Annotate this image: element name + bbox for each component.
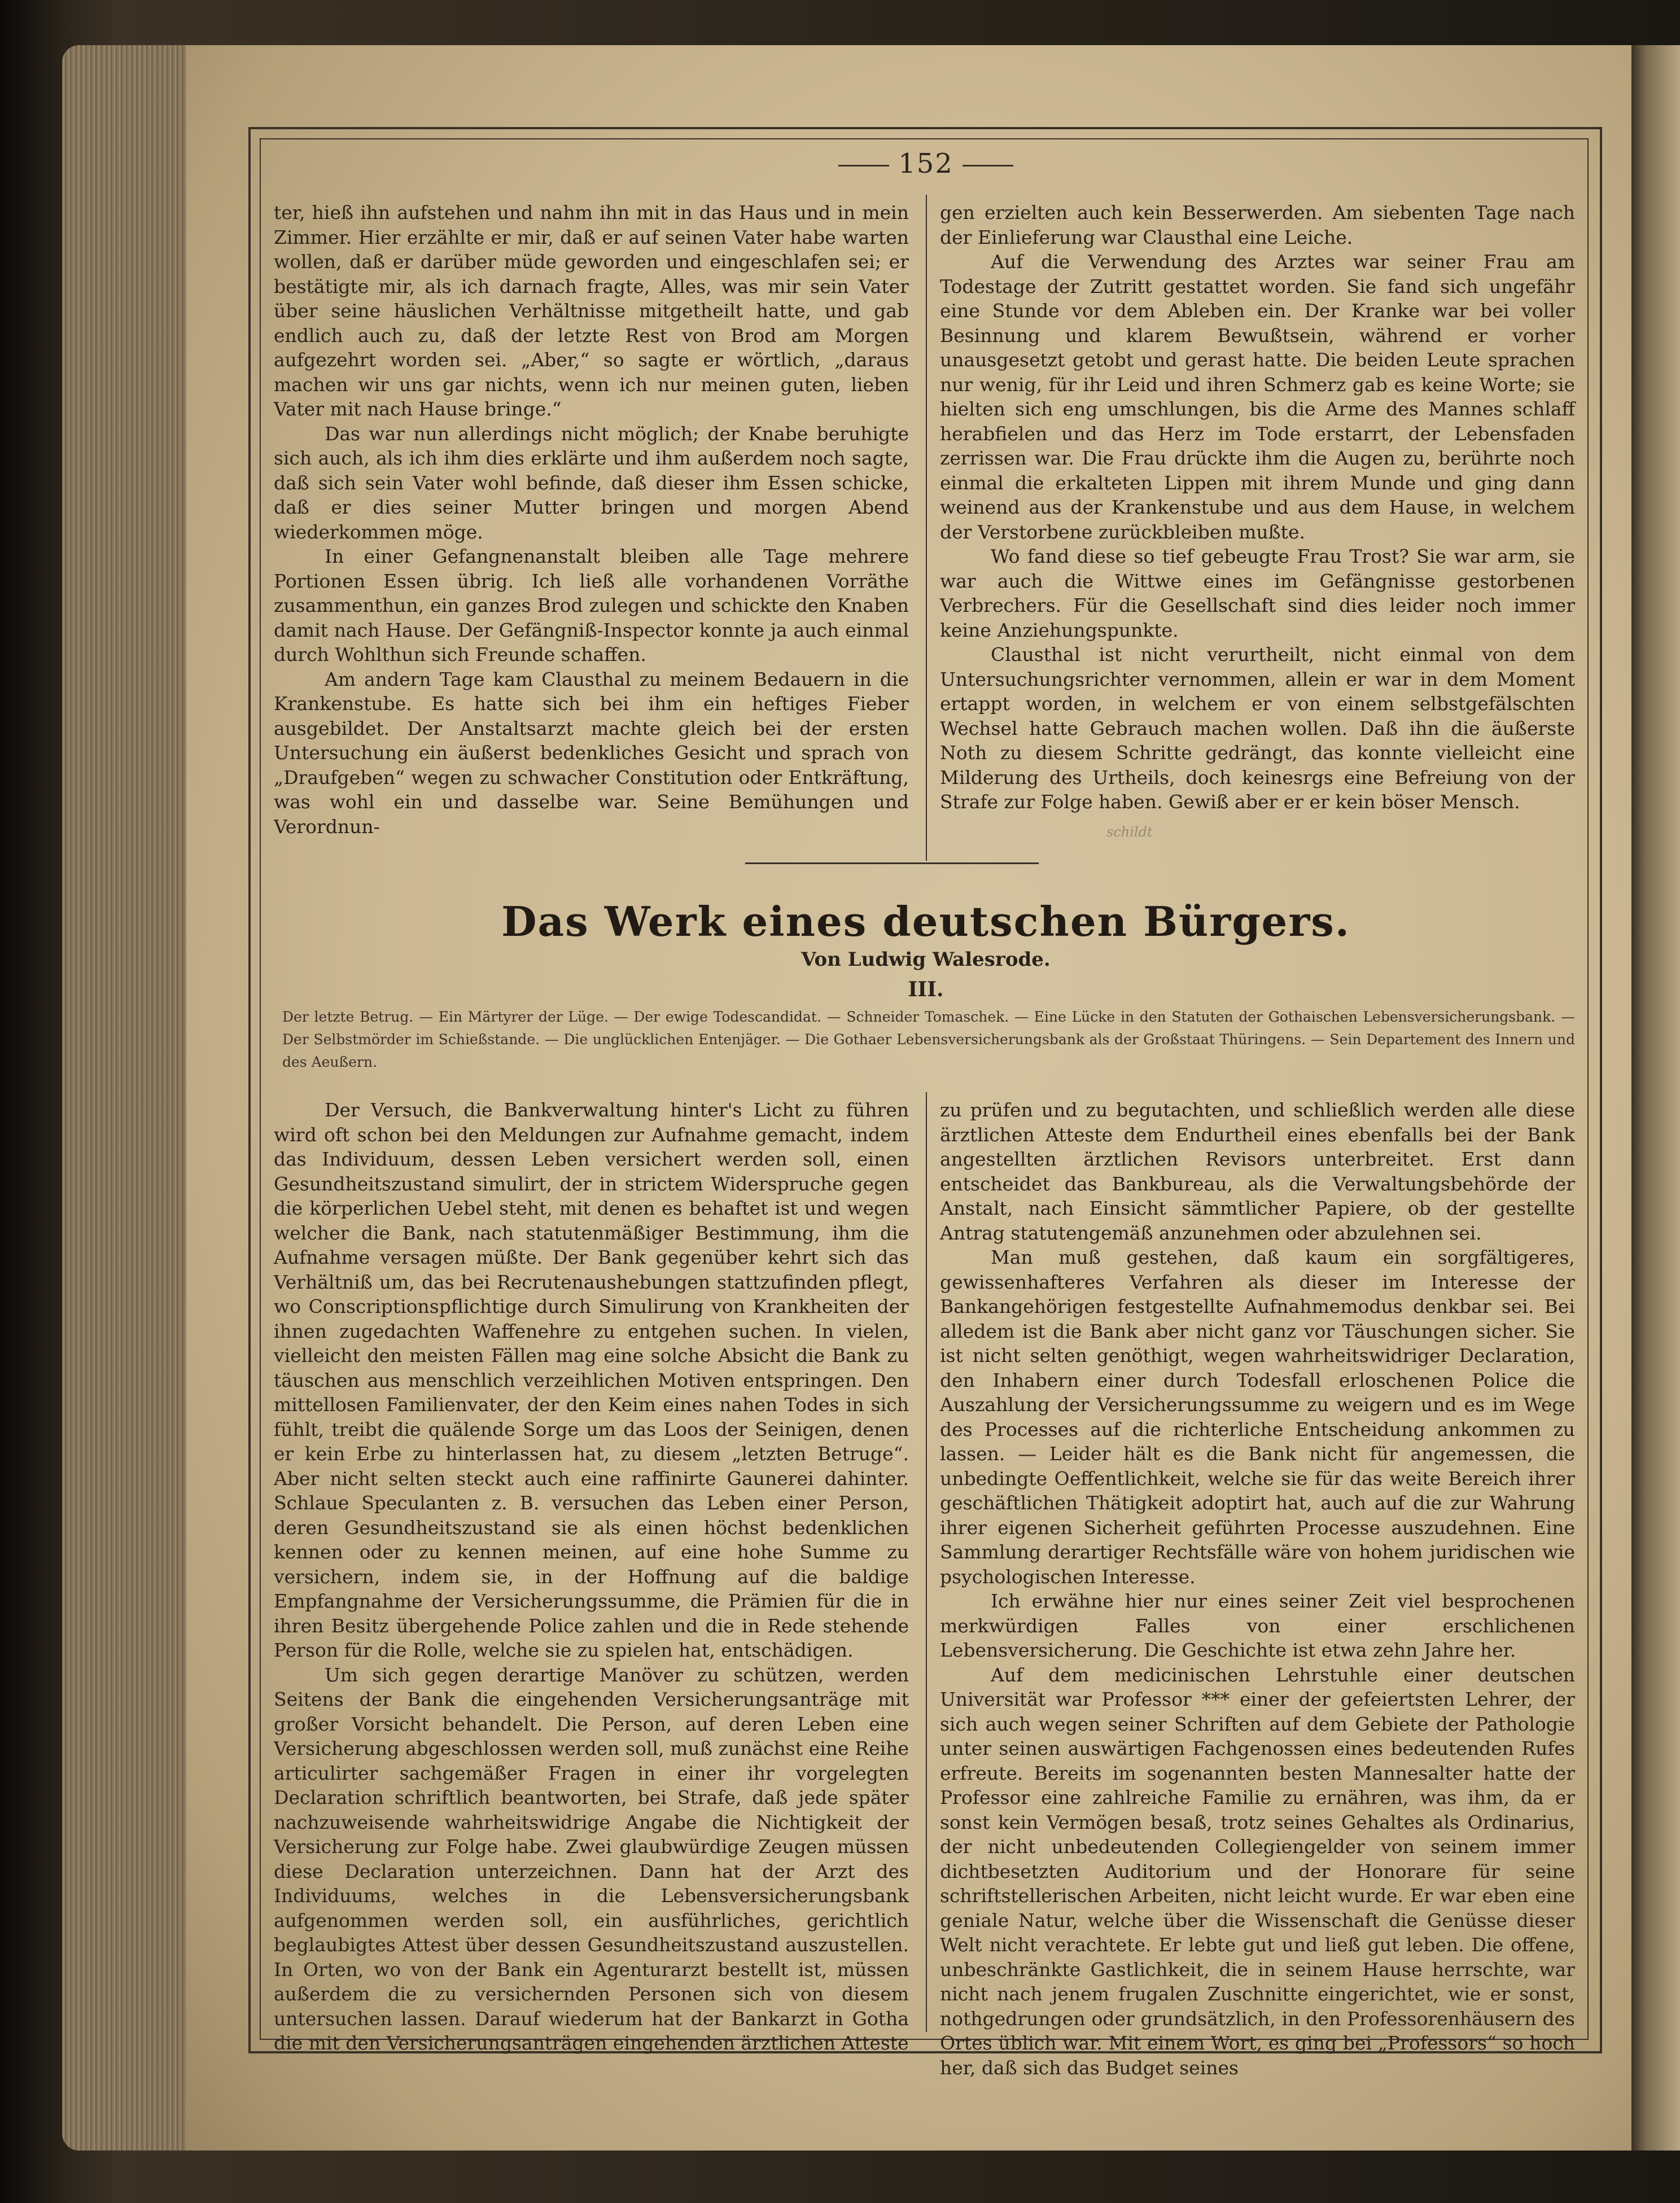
paragraph: Auf die Verwendung des Arztes war seiner Frau am Todestage der Zutritt gestattet worden. Sie fand sich ungefähr eine Stunde vor dem Ableben ein. Der Kranke war bei voller Besinnung und klarem Bewußtsein, während er vorher unausgesetzt getobt und gerast hatte. Die beiden Leute sprachen nur wenig, für ihr Leid und ihren Schmerz gab es keine Worte; sie hielten sich eng umschlungen, bis die Arme des Mannes schlaff herabfielen und das Herz im Tode erstarrt, der Lebensfaden zerrissen war. Die Frau drückte ihm die Augen zu, berührte noch einmal die erkalteten Lippen mit ihrem Munde und ging dann weinend aus der Krankenstube und aus dem Hause, in welchem der Verstorbene zurückbleiben mußte.: [940, 251, 1575, 543]
paragraph: Man muß gestehen, daß kaum ein sorgfältigeres, gewissenhafteres Verfahren als dieser im Interesse der Bankangehörigen festgestellte Aufnahmemodus denkbar sei. Bei alledem ist die Bank aber nicht ganz vor Täuschungen sicher. Sie ist nicht selten genöthigt, wegen wahrheitswidriger Declaration, den Inhabern einer durch Todesfall erloschenen Police die Auszahlung der Versicherungssumme zu weigern und es im Wege des Processes auf die richterliche Entscheidung ankommen zu lassen. — Leider hält es die Bank nicht für angemessen, die unbedingte Oeffentlichkeit, welche sie für das weite Bereich ihrer geschäftlichen Thätigkeit adoptirt hat, auch auf die zur Wahrung ihrer eigenen Sicherheit geführten Processe auszudehnen. Eine Sammlung derartiger Rechtsfälle wäre von hohem juridischen wie psychologischen Interesse.: [940, 1246, 1575, 1588]
page-edges: [62, 45, 198, 2151]
article-author: Von Ludwig Walesrode.: [801, 948, 1051, 971]
paragraph: Das war nun allerdings nicht möglich; der Knabe beruhigte sich auch, als ich ihm dies erklärte und ihm außerdem noch sagte, daß sich sein Vater wohl befinde, daß dieser ihm Essen schicke, daß er dies seiner Mutter bringen und morgen Abend wiederkommen möge.: [274, 422, 909, 543]
ornament-left: [838, 165, 889, 167]
article-title: Das Werk eines deutschen Bürgers.: [501, 897, 1350, 945]
top-right-column: [940, 200, 1575, 814]
page-number: [779, 148, 1073, 179]
paragraph: Wo fand diese so tief gebeugte Frau Trost? Sie war arm, sie war auch die Wittwe eines im Gefängnisse gestorbenen Verbrechers. Für die Gesellschaft sind dies leider noch immer keine Anziehungspunkte.: [940, 545, 1575, 641]
paragraph: Clausthal ist nicht verurtheilt, nicht einmal von dem Untersuchungsrichter vernommen, allein er war in dem Moment ertappt worden, in welchem er von einem selbstgefälschten Wechsel hatte Gebrauch machen wollen. Daß ihn die äußerste Noth zu diesem Schritte gedrängt, das konnte vielleicht eine Milderung des Urtheils, doch keinesrgs eine Befreiung von der Strafe zur Folge haben. Gewiß aber er er kein böser Mensch.: [940, 643, 1575, 813]
paragraph: In einer Gefangnenanstalt bleiben alle Tage mehrere Portionen Essen übrig. Ich ließ alle vorhandenen Vorräthe zusammenthun, ein ganzes Brod zulegen und schickte den Knaben damit nach Hause. Der Gefängniß-Inspector konnte ja auch einmal durch Wohlthun sich Freunde schaffen.: [274, 545, 909, 665]
paragraph: Am andern Tage kam Clausthal zu meinem Bedauern in die Krankenstube. Es hatte sich bei ihm ein heftiges Fieber ausgebildet. Der Anstaltsarzt machte gleich bei der ersten Untersuchung ein äußerst bedenkliches Gesicht und sprach von „Draufgeben“ wegen zu schwacher Constitution oder Entkräftung, was wohl ein und dasselbe war. Seine Bemühungen und Verordnun-: [274, 668, 909, 838]
paragraph: zu prüfen und zu begutachten, und schließlich werden alle diese ärztlichen Atteste dem Endurtheil eines ebenfalls bei der Bank angestellten ärztlichen Revisors unterbreitet. Erst dann entscheidet das Bankbureau, als die Verwaltungsbehörde der Anstalt, nach Einsicht sämmtlicher Papiere, ob der gestellte Antrag statutengemäß anzunehmen oder abzulehnen sei.: [940, 1099, 1575, 1244]
paragraph: Ich erwähne hier nur eines seiner Zeit viel besprochenen merkwürdigen Falles von einer erschlichenen Lebensversicherung. Die Geschichte ist etwa zehn Jahre her.: [940, 1590, 1575, 1661]
paragraph: Um sich gegen derartige Manöver zu schützen, werden Seitens der Bank die eingehenden Versicherungsanträge mit großer Vorsicht behandelt. Die Person, auf deren Leben eine Versicherung abgeschlossen werden soll, muß zunächst eine Reihe articulirter sachgemäßer Fragen in einer ihr vorgelegten Declaration schriftlich beantworten, bei Strafe, daß jede später nachzuweisende wahrheitswidrige Angabe die Nichtigkeit der Versicherung zur Folge habe. Zwei glaubwürdige Zeugen müssen diese Declaration unterzeichnen. Dann hat der Arzt des Individuums, welches in die Lebensversicherungsbank aufgenommen werden soll, ein ausführliches, gerichtlich beglaubigtes Attest über dessen Gesundheitszustand auszustellen. In Orten, wo von der Bank ein Agenturarzt bestellt ist, müssen außerdem die zu versichernden Personen sich von diesem untersuchen lassen. Darauf wiederum hat der Bankarzt in Gotha die mit den Versicherungsanträgen eingehenden ärztlichen Atteste: [274, 1663, 909, 2054]
paragraph: Der Versuch, die Bankverwaltung hinter's Licht zu führen wird oft schon bei den Meldungen zur Aufnahme gemacht, indem das Individuum, dessen Leben versichert werden soll, einen Gesundheitszustand simulirt, der in strictem Widerspruche gegen die körperlichen Uebel steht, mit denen es behaftet ist und wegen welcher die Bank, nach statutenmäßiger Bestimmung, ihm die Aufnahme versagen müßte. Der Bank gegenüber kehrt sich das Verhältniß um, das bei Recrutenaushebungen stattzufinden pflegt, wo Conscriptionspflichtige durch Simulirung von Krankheiten der ihnen zugedachten Waffenehre zu entgehen suchen. In vielen, vielleicht den meisten Fällen mag eine solche Absicht die Bank zu täuschen aus menschlich verzeihlichen Motiven entspringen. Den mittellosen Familienvater, der den Keim eines nahen Todes in sich fühlt, treibt die quälende Sorge um das Loos der Seinigen, denen er kein Erbe zu hinterlassen hat, zu diesem „letzten Betruge“. Aber nicht selten steckt auch eine raffinirte Gaunerei dahinter. Schlaue Speculanten z. B. versuchen das Leben einer Person, deren Gesundheitszustand sie als einen höchst bedenklichen kennen oder zu kennen meinen, auf eine hohe Summe zu versichern, indem sie, in der Hoffnung auf die baldige Empfangnahme der Versicherungssumme, die Prämien für die in ihren Besitz übergehende Police zahlen und die in Rede stehende Person für die Rolle, welche sie zu spielen hat, entschädigen.: [274, 1099, 909, 1661]
paper-stain: schildt: [1106, 824, 1153, 840]
column-divider-top: [926, 195, 927, 861]
paragraph: ter, hieß ihn aufstehen und nahm ihn mit in das Haus und in mein Zimmer. Hier erzählte er mir, daß er auf seinen Vater habe warten wollen, daß er darüber müde geworden und eingeschlafen sei; er bestätigte mir, als ich darnach fragte, Alles, was mir sein Vater über seine häuslichen Verhältnisse mitgetheilt hatte, und gab endlich auch zu, daß der letzte Rest von Brod am Morgen aufgezehrt worden sei. „Aber,“ so sagte er wörtlich, „daraus machen wir uns gar nichts, wenn ich nur meinen guten, lieben Vater mit nach Hause bringe.“: [274, 202, 909, 420]
next-page-edge: [1631, 45, 1680, 2151]
bottom-right-column: [940, 1098, 1575, 2080]
bottom-left-column: [274, 1098, 909, 2056]
top-left-column: [274, 200, 909, 839]
ornament-right: [963, 165, 1013, 167]
paragraph: gen erzielten auch kein Besserwerden. Am siebenten Tage nach der Einlieferung war Clausthal eine Leiche.: [940, 202, 1575, 248]
section-rule: [745, 862, 1039, 864]
paragraph: Auf dem medicinischen Lehrstuhle einer deutschen Universität war Professor *** einer der gefeiertsten Lehrer, der sich auch wegen seiner Schriften auf dem Gebiete der Pathologie unter seinen auswärtigen Fachgenossen eines bedeutenden Rufes erfreute. Bereits im sogenannten besten Mannesalter hatte der Professor eine zahlreiche Familie zu ernähren, was ihm, da er sonst kein Vermögen besaß, trotz seines Gehaltes als Ordinarius, der nicht unbedeutenden Collegiengelder von seinem immer dichtbesetzten Auditorium und der Honorare für seine schriftstellerischen Arbeiten, nicht leicht wurde. Er war eben eine geniale Natur, welche über die Wissenschaft die Genüsse dieser Welt nicht verachtete. Er lebte gut und ließ gut leben. Die offene, unbeschränkte Gastlichkeit, die in seinem Hause herrschte, war nicht nach jenem frugalen Zuschnitte eingerichtet, wie er sonst, nothgedrungen oder grundsätzlich, in den Professorenhäusern des Ortes üblich war. Mit einem Wort, es ging bei „Professors“ so hoch her, daß sich das Budget seines: [940, 1663, 1575, 2079]
page-number-text: 152: [898, 148, 953, 179]
column-divider-bottom: [926, 1092, 927, 2032]
article-summary: Der letzte Betrug. — Ein Märtyrer der Lüge. — Der ewige Todescandidat. — Schneider Tomaschek. — Eine Lücke in den Statuten der Gothaischen Lebensversicherungsbank. — Der Selbstmörder im Schießstande. — Die unglücklichen Entenjäger. — Die Gothaer Lebensversicherungsbank als der Großstaat Thüringens. — Sein Departement des Innern und des Aeußern.: [282, 1009, 1575, 1070]
article-part: III.: [908, 978, 944, 1001]
